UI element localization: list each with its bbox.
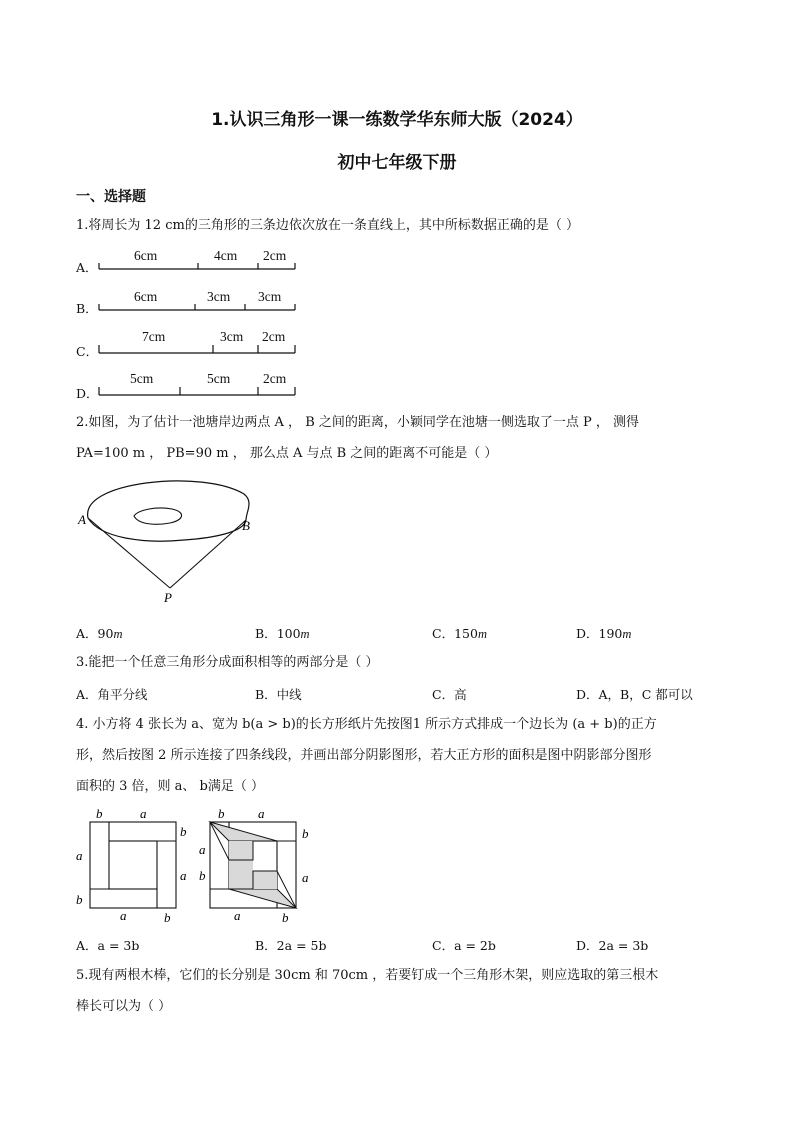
q1-option-d-letter[interactable]: D． [76, 386, 99, 401]
point-b-label: B [242, 518, 250, 533]
q4-option-d[interactable]: D．2a = 3b [576, 938, 649, 953]
q2-option-b[interactable]: B．100m [255, 626, 310, 641]
q3-option-a[interactable]: A．角平分线 [76, 687, 148, 702]
svg-text:b: b [218, 806, 225, 821]
svg-text:a: a [180, 868, 187, 883]
pond-outline [88, 481, 249, 541]
pond-island [134, 508, 182, 524]
q1-option-d-seg3: 2cm [263, 371, 287, 386]
q2-option-d[interactable]: D．190m [576, 626, 632, 641]
q4-option-a[interactable]: A．a = 3b [76, 938, 140, 953]
q3-stem: 3.能把一个任意三角形分成面积相等的两部分是（ ） [76, 655, 379, 670]
q1-option-d-seg1: 5cm [130, 371, 154, 386]
q2-stem-line1: 2.如图，为了估计一池塘岸边两点 A ， B 之间的距离，小颖同学在池塘一侧选取了一点 P ， 测得 [76, 415, 640, 430]
page-subtitle: 初中七年级下册 [337, 153, 457, 173]
q4-line2: 形，然后按图 2 所示连接了四条线段，并画出部分阴影图形，若大正方形的面积是图中阴影部分图形 [76, 748, 652, 763]
q3-option-c[interactable]: C．高 [432, 687, 467, 702]
svg-text:a: a [76, 848, 83, 863]
svg-text:a: a [302, 870, 309, 885]
page-title: 1.认识三角形一课一练数学华东师大版（2024） [211, 110, 583, 130]
q1-option-c-letter[interactable]: C． [76, 344, 99, 359]
q4-figure-2 [196, 806, 316, 926]
svg-text:a: a [140, 806, 147, 821]
q3-option-d[interactable]: D．A，B，C 都可以 [576, 687, 693, 702]
q1-option-b-seg1: 6cm [134, 289, 158, 304]
q2-stem-line2: PA=100 m ， PB=90 m ， 那么点 A 与点 B 之间的距离不可能是（ ） [76, 446, 498, 461]
q1-option-a-letter[interactable]: A． [76, 260, 98, 275]
q1-option-b-letter[interactable]: B． [76, 301, 98, 316]
q2-option-c[interactable]: C．150m [432, 626, 487, 641]
q2-option-a[interactable]: A．90m [76, 626, 123, 641]
svg-text:a: a [234, 908, 241, 923]
q2-pond-figure [74, 478, 264, 608]
q1-option-a-number-line [95, 260, 300, 272]
q3-option-b[interactable]: B．中线 [255, 687, 302, 702]
q1-option-a-seg3: 2cm [263, 248, 287, 263]
q4-figure-1 [72, 806, 192, 926]
svg-text:b: b [302, 826, 309, 841]
q1-option-b-number-line [95, 301, 300, 313]
svg-text:a: a [120, 908, 127, 923]
svg-text:b: b [282, 910, 289, 925]
segment-pb [170, 520, 246, 588]
section-heading: 一、选择题 [76, 189, 146, 205]
svg-text:a: a [199, 842, 206, 857]
segment-pa [88, 518, 170, 588]
q1-stem: 1.将周长为 12 cm的三角形的三条边依次放在一条直线上，其中所标数据正确的是（ ） [76, 218, 579, 233]
svg-text:a: a [258, 806, 265, 821]
q1-option-c-seg1: 7cm [142, 329, 166, 344]
q1-option-a-seg2: 4cm [214, 248, 238, 263]
q4-line1: 4. 小方将 4 张长为 a、宽为 b(a > b)的长方形纸片先按图1 所示方式排成一个边长为 (a + b)的正方 [76, 717, 657, 732]
q1-option-c-seg2: 3cm [220, 329, 244, 344]
q4-option-c[interactable]: C．a = 2b [432, 938, 496, 953]
q1-option-d-seg2: 5cm [207, 371, 231, 386]
q1-option-c-seg3: 2cm [262, 329, 286, 344]
q1-option-a-seg1: 6cm [134, 248, 158, 263]
point-a-label: A [78, 512, 86, 527]
svg-text:b: b [96, 806, 103, 821]
q5-line2: 棒长可以为（ ） [76, 999, 172, 1014]
svg-text:b: b [164, 910, 171, 925]
q5-line1: 5.现有两根木棒，它们的长分别是 30cm 和 70cm ，若要钉成一个三角形木架，则应选取的第三根木 [76, 968, 659, 983]
q4-line3: 面积的 3 倍，则 a、 b满足（ ） [76, 779, 265, 794]
svg-text:b: b [180, 824, 187, 839]
q1-option-b-seg2: 3cm [207, 289, 231, 304]
q1-option-b-seg3: 3cm [258, 289, 282, 304]
q1-option-c-number-line [95, 342, 300, 356]
svg-text:b: b [76, 892, 83, 907]
point-p-label: P [164, 590, 172, 605]
svg-text:b: b [199, 868, 206, 883]
q1-option-d-number-line [95, 384, 300, 398]
q4-option-b[interactable]: B．2a = 5b [255, 938, 327, 953]
